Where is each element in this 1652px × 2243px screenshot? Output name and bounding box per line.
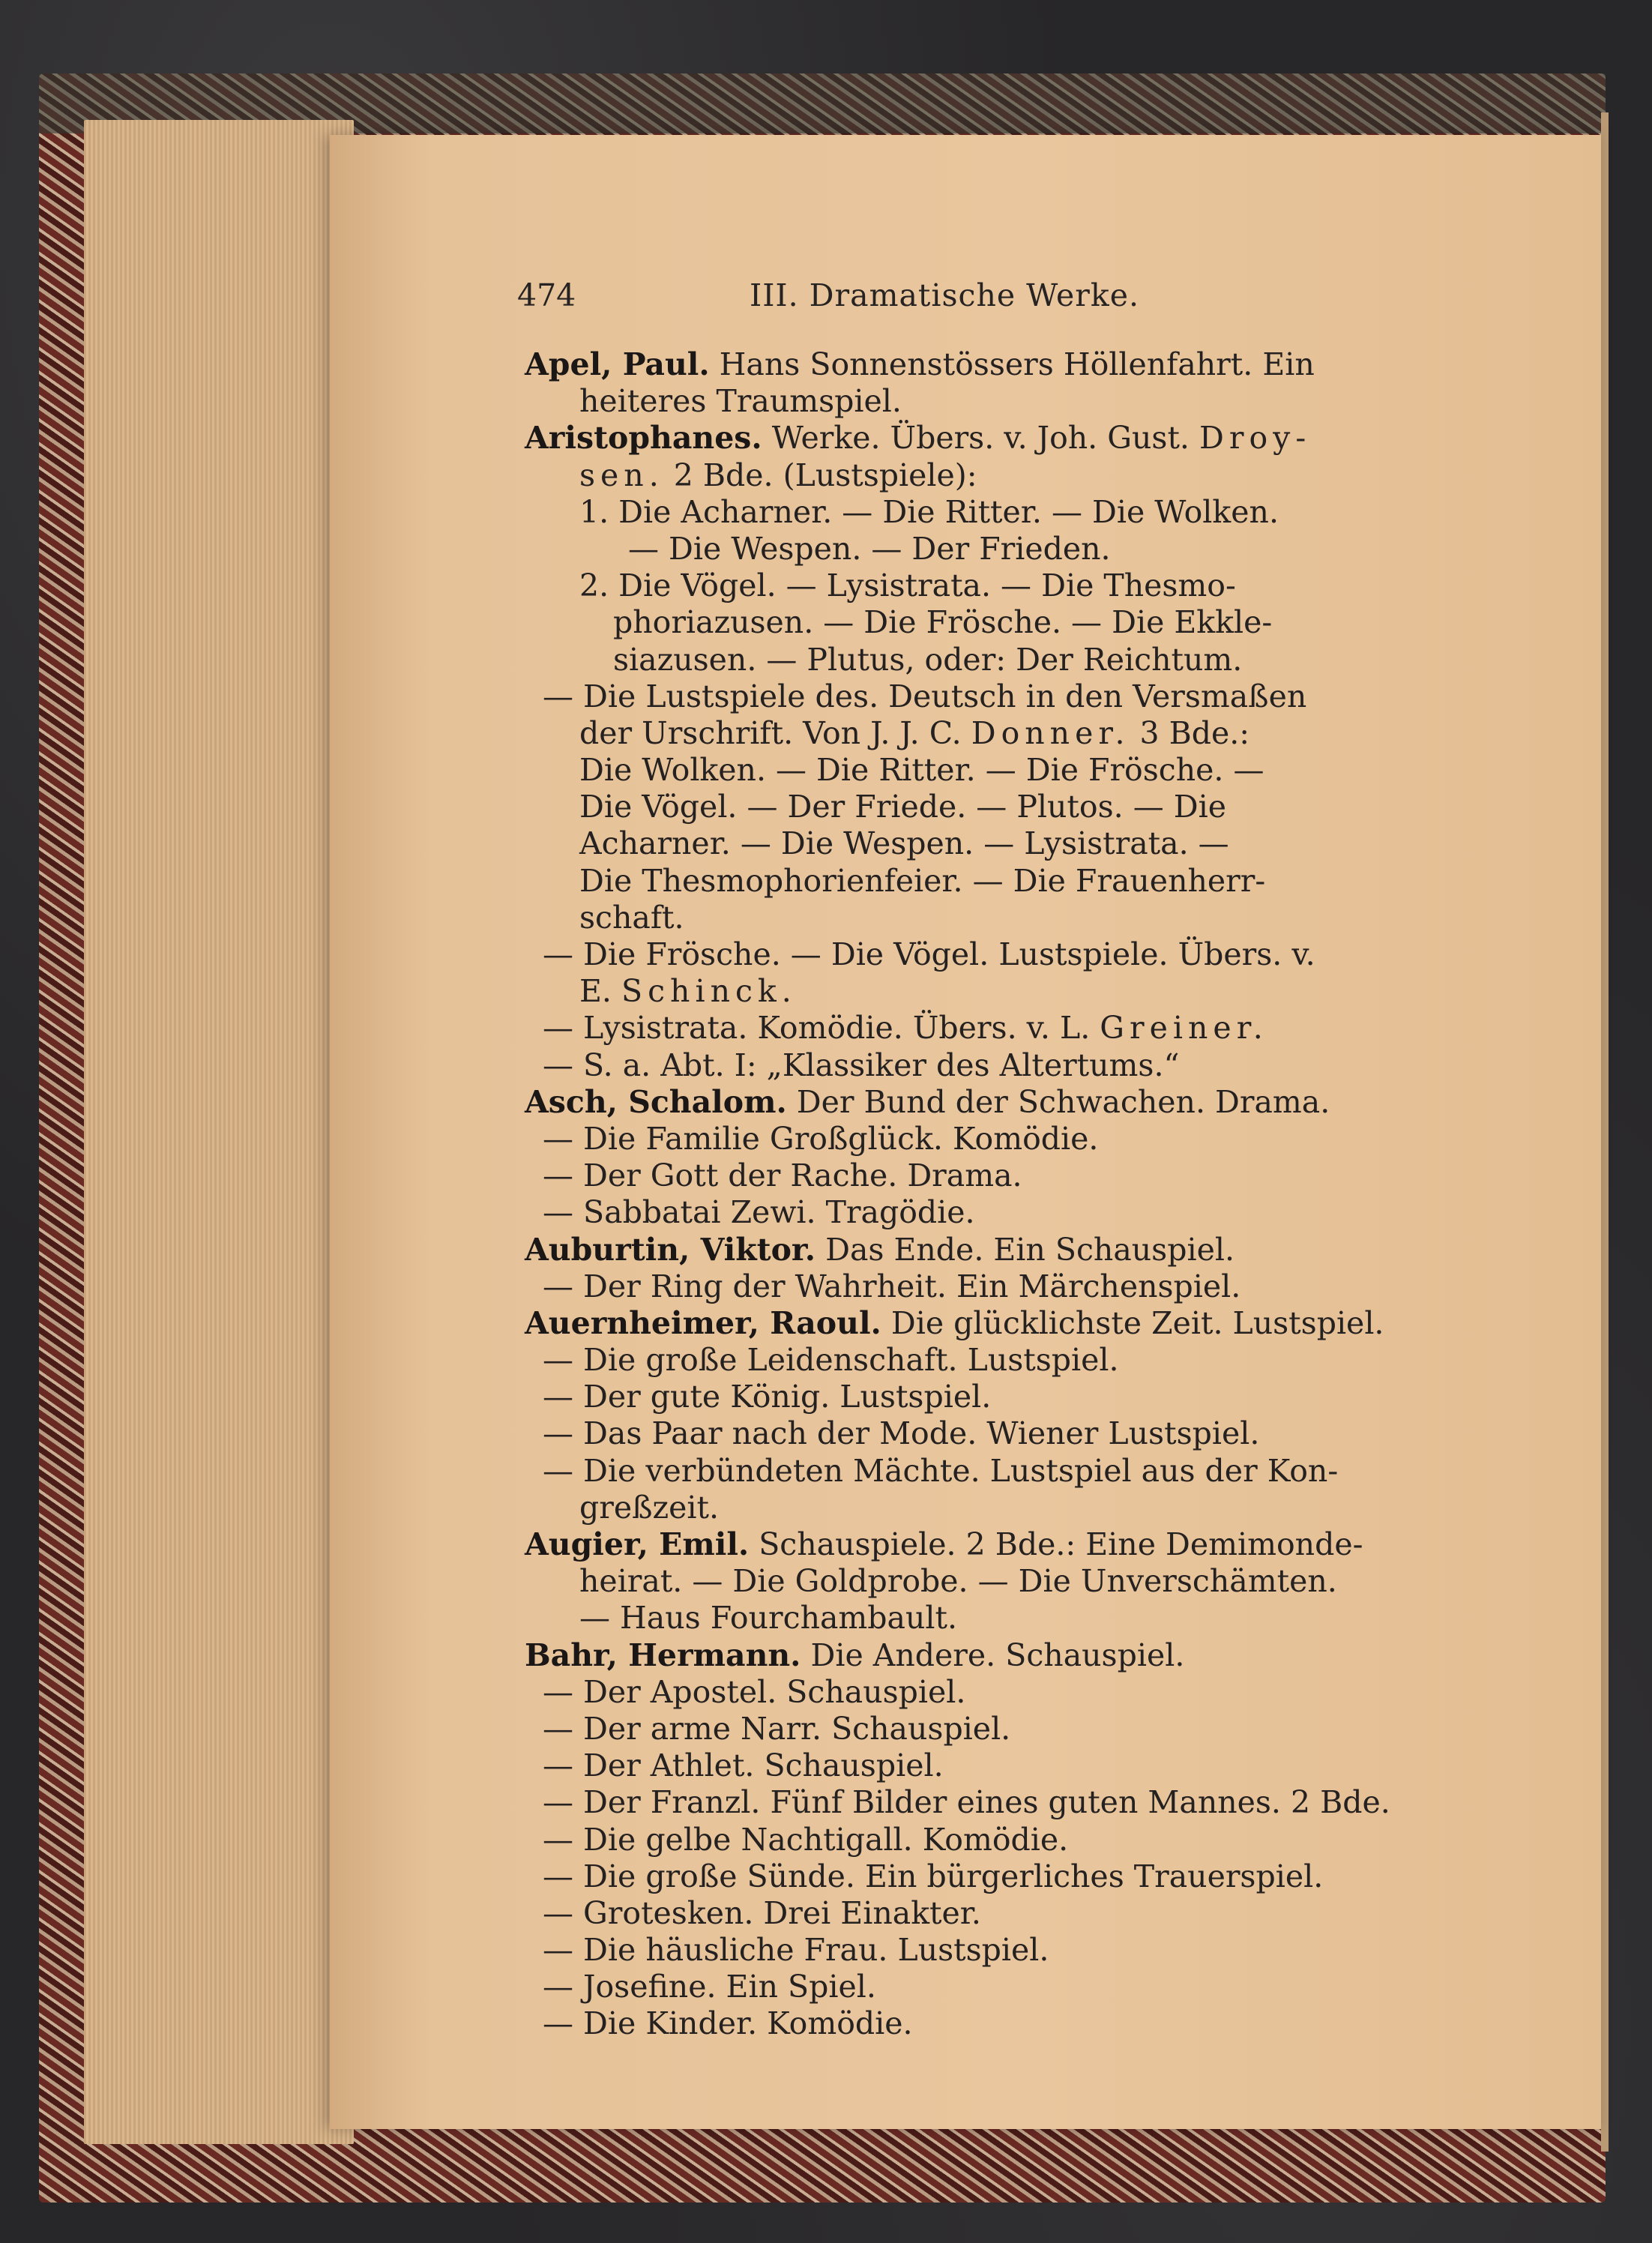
entry-line [525, 825, 1499, 862]
spaced-name: sen. [579, 457, 664, 493]
entry-text: — Die verbündeten Mächte. Lustspiel aus der Kon- [543, 1452, 1339, 1489]
entry-line [525, 1490, 1499, 1526]
entry-text: Die Vögel. — Der Friede. — Plutos. — Die [579, 789, 1226, 825]
entry-text: Schauspiele. 2 Bde.: Eine Demimonde- [749, 1526, 1363, 1562]
entry-line [525, 1084, 1499, 1121]
entry-text: — Die Familie Großglück. Komödie. [543, 1120, 1099, 1157]
entry-text: — Grotesken. Drei Einakter. [543, 1894, 981, 1931]
entry-line [525, 457, 1499, 494]
entry-line [525, 1969, 1499, 2005]
entry-line [525, 1379, 1499, 1415]
author-name: Auernheimer, Raoul. [525, 1304, 881, 1341]
entry-text: 2. Die Vögel. — Lysistrata. — Die Thesmo- [579, 567, 1236, 604]
entry-text: heiteres Traumspiel. [579, 383, 902, 420]
entry-text: phoriazusen. — Die Frösche. — Die Ekkle- [613, 604, 1273, 641]
entry-text: — Die gelbe Nachtigall. Komödie. [543, 1821, 1069, 1858]
entry-text: — Die große Leidenschaft. Lustspiel. [543, 1342, 1119, 1379]
entry-line [525, 1932, 1499, 1969]
entry-line [525, 1747, 1499, 1784]
spaced-name: Greiner. [1100, 1010, 1268, 1047]
entry-text: — Der Ring der Wahrheit. Ein Märchenspiel. [543, 1268, 1241, 1304]
entry-line [525, 1415, 1499, 1452]
entry-text: 2 Bde. (Lustspiele): [663, 457, 977, 493]
entry-line [525, 1637, 1499, 1674]
author-name: Bahr, Hermann. [525, 1637, 801, 1673]
entry-text: — S. a. Abt. I: „Klassiker des Altertums.“ [543, 1047, 1180, 1083]
entry-line [525, 900, 1499, 936]
page-edges [84, 120, 354, 2144]
entry-text: schaft. [579, 899, 684, 936]
entry-text: siazusen. — Plutus, oder: Der Reichtum. [613, 641, 1243, 678]
entry-line [525, 531, 1499, 567]
entry-line [525, 1784, 1499, 1821]
entry-text: E. [579, 973, 621, 1010]
entry-line [525, 642, 1499, 678]
entry-text: Die Wolken. — Die Ritter. — Die Frösche. — [579, 752, 1264, 789]
spaced-name: Schinck. [621, 973, 797, 1010]
entry-line [525, 1342, 1499, 1379]
author-name: Asch, Schalom. [525, 1083, 787, 1120]
entry-text: — Die Wespen. — Der Frieden. [628, 530, 1111, 567]
entry-text: Die Thesmophorienfeier. — Die Frauenherr- [579, 862, 1266, 899]
entry-text: — Die Frösche. — Die Vögel. Lustspiele. Übers. v. [543, 936, 1315, 972]
entry-text: — Die Lustspiele des. Deutsch in den Versmaßen [543, 678, 1307, 714]
entry-text: — Lysistrata. Komödie. Übers. v. L. [543, 1010, 1100, 1047]
author-name: Apel, Paul. [525, 346, 710, 382]
entry-line [525, 1121, 1499, 1157]
entry-line [525, 1194, 1499, 1231]
entry-list [525, 346, 1499, 2043]
entry-text: Die glücklichste Zeit. Lustspiel. [881, 1304, 1384, 1341]
entry-line [525, 1822, 1499, 1858]
entry-line [525, 346, 1499, 383]
entry-line [525, 604, 1499, 641]
entry-line [525, 383, 1499, 420]
entry-line [525, 1711, 1499, 1747]
entry-line [525, 1047, 1499, 1084]
entry-text: 3 Bde.: [1130, 714, 1250, 751]
entry-text: — Haus Fourchambault. [579, 1600, 958, 1637]
entry-line [525, 1232, 1499, 1268]
page-right-edge [1601, 112, 1609, 2152]
entry-line [525, 973, 1499, 1010]
entry-line [525, 420, 1499, 457]
entry-line [525, 2005, 1499, 2042]
entry-text: — Sabbatai Zewi. Tragödie. [543, 1194, 975, 1231]
entry-text: Acharner. — Die Wespen. — Lysistrata. — [579, 825, 1229, 862]
entry-line [525, 494, 1499, 531]
entry-text: — Der Athlet. Schauspiel. [543, 1747, 944, 1784]
spaced-name: Donner. [971, 714, 1130, 751]
entry-line [525, 863, 1499, 900]
page-header [517, 277, 1507, 322]
entry-text: heirat. — Die Goldprobe. — Die Unverschämten. [579, 1563, 1337, 1600]
author-name: Augier, Emil. [525, 1526, 750, 1562]
entry-text: — Der gute König. Lustspiel. [543, 1379, 992, 1415]
running-title: III. Dramatische Werke. [750, 277, 1139, 313]
entry-text: — Der arme Narr. Schauspiel. [543, 1710, 1011, 1747]
entry-line [525, 1268, 1499, 1305]
entry-text: Der Bund der Schwachen. Drama. [786, 1083, 1330, 1120]
entry-line [525, 567, 1499, 604]
entry-line [525, 1563, 1499, 1600]
author-name: Auburtin, Viktor. [525, 1231, 816, 1268]
entry-line [525, 789, 1499, 825]
entry-text: — Die Kinder. Komödie. [543, 2005, 913, 2042]
entry-text: Die Andere. Schauspiel. [801, 1637, 1185, 1673]
entry-text: — Der Franzl. Fünf Bilder eines guten Mannes. 2 Bde. [543, 1784, 1390, 1821]
page-number: 474 [517, 277, 576, 313]
entry-text: Werke. Übers. v. Joh. Gust. [762, 420, 1199, 457]
entry-text: Das Ende. Ein Schauspiel. [816, 1231, 1235, 1268]
entry-line [525, 1600, 1499, 1637]
entry-line [525, 1305, 1499, 1342]
entry-line [525, 1453, 1499, 1490]
entry-text: der Urschrift. Von J. J. C. [579, 714, 971, 751]
entry-line [525, 1895, 1499, 1932]
entry-text: Hans Sonnenstössers Höllenfahrt. Ein [709, 346, 1315, 382]
entry-line [525, 936, 1499, 973]
entry-text: — Josefine. Ein Spiel. [543, 1969, 876, 2005]
entry-text: — Die große Sünde. Ein bürgerliches Trauerspiel. [543, 1858, 1324, 1894]
entry-text: — Der Gott der Rache. Drama. [543, 1157, 1022, 1194]
entry-line [525, 752, 1499, 789]
entry-text: greßzeit. [579, 1489, 719, 1526]
entry-line [525, 1674, 1499, 1711]
entry-line [525, 715, 1499, 752]
entry-line [525, 678, 1499, 715]
entry-text: 1. Die Acharner. — Die Ritter. — Die Wolken. [579, 493, 1279, 530]
entry-text: — Das Paar nach der Mode. Wiener Lustspiel. [543, 1415, 1260, 1452]
spaced-name: Droy- [1199, 420, 1312, 457]
entry-text: — Die häusliche Frau. Lustspiel. [543, 1932, 1049, 1969]
entry-line [525, 1526, 1499, 1563]
entry-line [525, 1858, 1499, 1895]
author-name: Aristophanes. [525, 420, 762, 457]
entry-line [525, 1010, 1499, 1047]
entry-line [525, 1157, 1499, 1194]
entry-text: — Der Apostel. Schauspiel. [543, 1673, 966, 1710]
